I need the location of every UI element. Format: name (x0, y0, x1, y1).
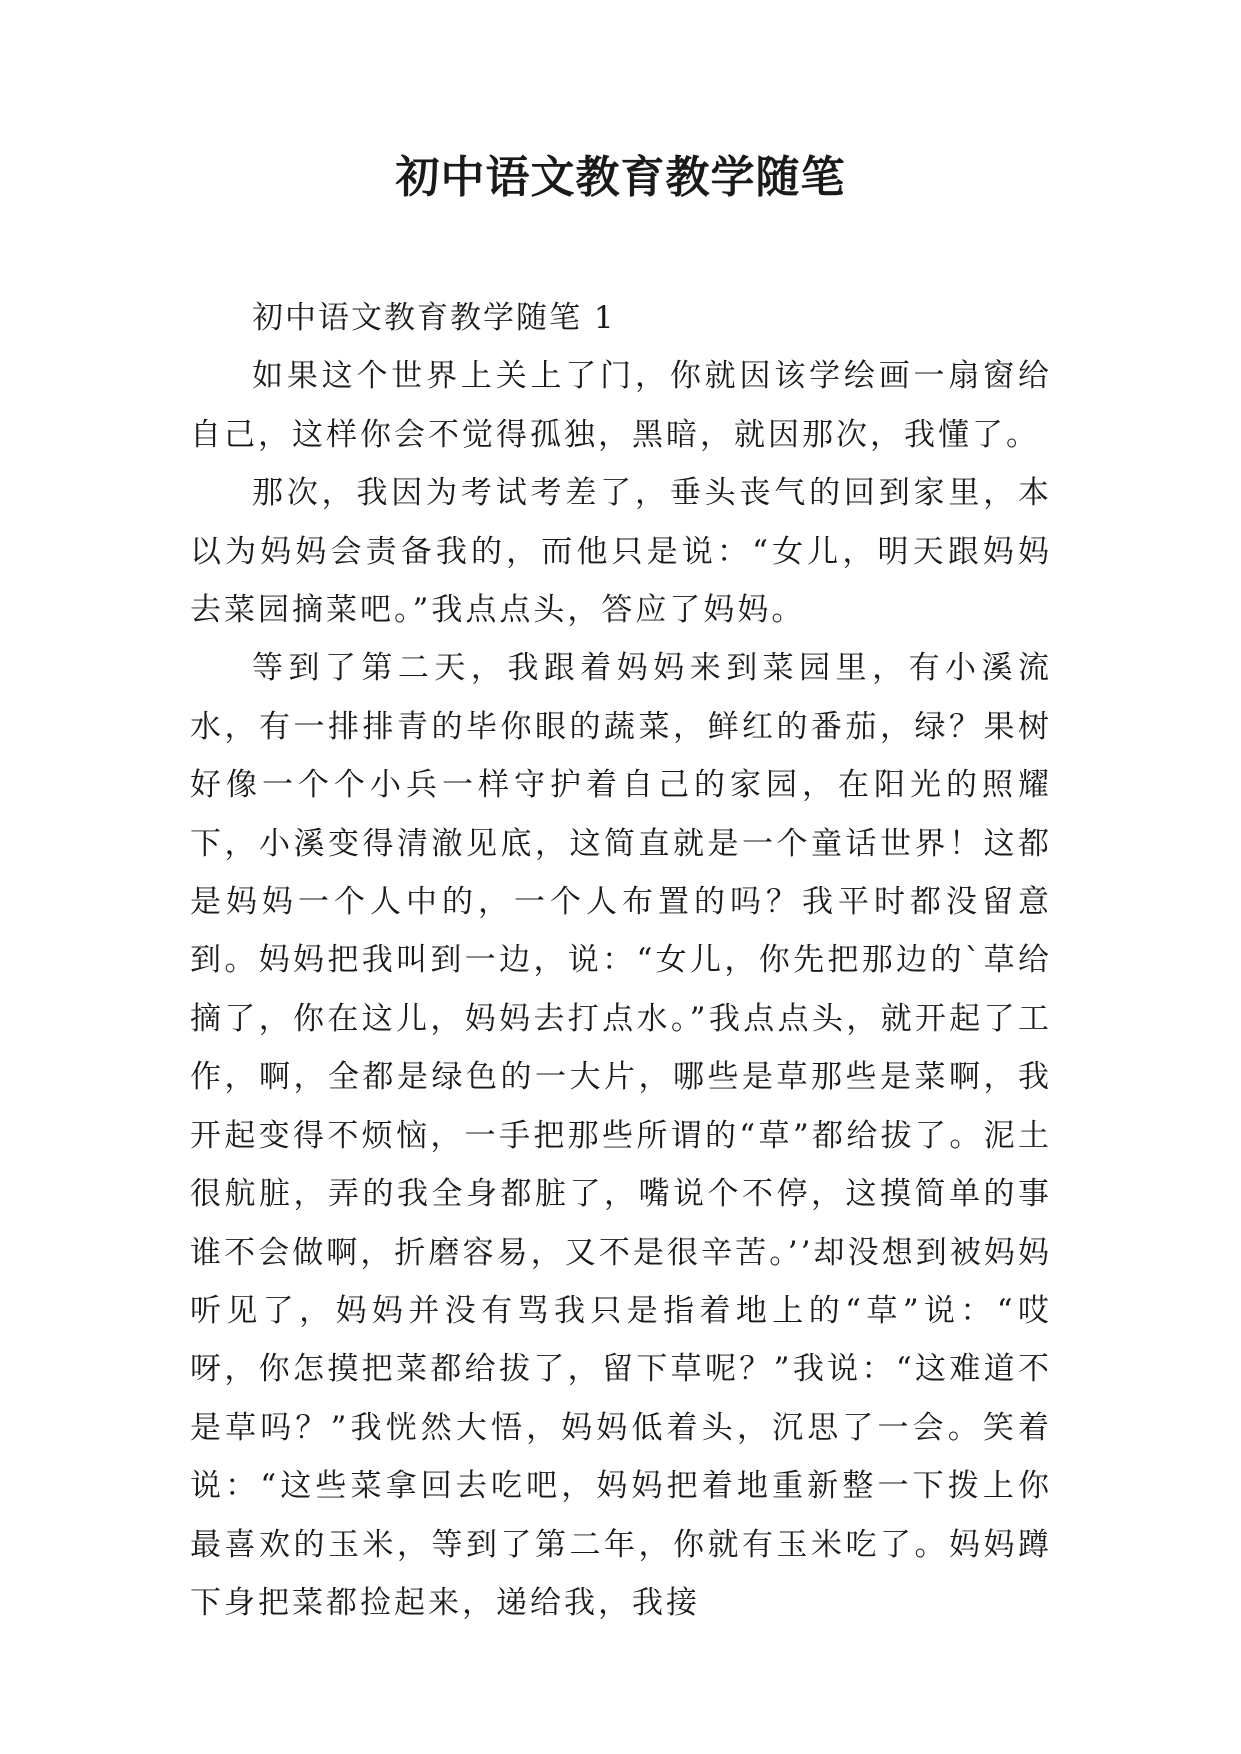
paragraph-2: 那次，我因为考试考差了，垂头丧气的回到家里，本以为妈妈会责备我的，而他只是说：“女儿，明天跟妈妈去菜园摘菜吧。”我点点头，答应了妈妈。 (190, 475, 1052, 629)
section-heading: 初中语文教育教学随笔 1 (252, 300, 616, 336)
document-body (190, 289, 1052, 1632)
paragraph-1: 如果这个世界上关上了门，你就因该学绘画一扇窗给自己，这样你会不觉得孤独，黑暗，就因那次，我懂了。 (190, 358, 1052, 453)
document-title: 初中语文教育教学随笔 (395, 152, 846, 203)
paragraph-3: 等到了第二天，我跟着妈妈来到菜园里，有小溪流水，有一排排青的毕你眼的蔬菜，鲜红的番茄，绿？果树好像一个个小兵一样守护着自己的家园，在阳光的照耀下，小溪变得清澈见底，这简直就是一个童话世界！这都是妈妈一个人中的，一个人布置的吗？我平时都没留意到。妈妈把我叫到一边，说：“女儿，你先把那边的`草给摘了，你在这儿，妈妈去打点水。”我点点头，就开起了工作，啊，全都是绿色的一大片，哪些是草那些是菜啊，我开起变得不烦恼，一手把那些所谓的“草”都给拔了。泥土很航脏，弄的我全身都脏了，嘴说个不停，这摸简单的事谁不会做啊，折磨容易，又不是很辛苦。’’却没想到被妈妈听见了，妈妈并没有骂我只是指着地上的“草”说：“哎呀，你怎摸把菜都给拔了，留下草呢？”我说：“这难道不是草吗？”我恍然大悟，妈妈低着头，沉思了一会。笑着说：“这些菜拿回去吃吧，妈妈把着地重新整一下拨上你最喜欢的玉米，等到了第二年，你就有玉米吃了。妈妈蹲下身把菜都捡起来，递给我，我接 (190, 650, 1052, 1621)
